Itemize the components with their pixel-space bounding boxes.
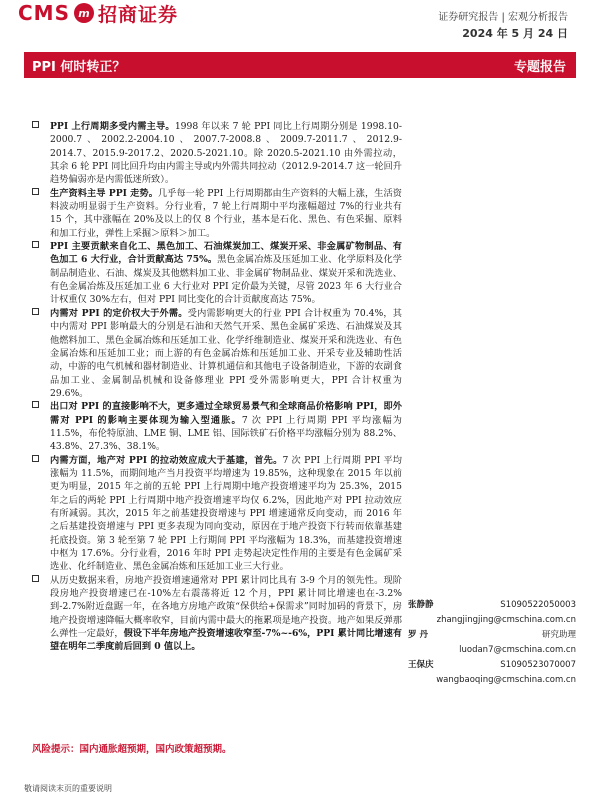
risk-warning: 风险提示：国内通胀超预期，国内政策超预期。 bbox=[32, 744, 232, 755]
bullet-icon bbox=[32, 575, 39, 582]
paragraph: PPI 上行周期多受内需主导。1998 年以来 7 轮 PPI 同比上行周期分别是 1998.10-2000.7、2002.2-2004.10、2007.7-2008.8、2009.7-2011.7、2012.9-2014.7、2015.9-2017.2、2020.5-2021.10。除 2020.5-2021.10 由外需拉动，其余 6 轮 PPI 同比回升均由内需主导或内外需共同拉动（2012.9-2014.7 这一轮回升趋势偏弱亦是内需低迷所致）。 bbox=[32, 120, 402, 187]
paragraph: 从历史数据来看，房地产投资增速通常对 PPI 累计同比具有 3-9 个月的领先性。现阶段房地产投资增速已在-10%左右震荡将近 12 个月，PPI 累计同比增速也在-3.2%到-2.7%附近盘踞一年，在各地方房地产政策“保供给+保需求”同时加码的背景下，房地产投资增速降幅大概率收窄，目前内需中最大的拖累项是地产投资。地产如果反弹那么弹性一定最好，假设下半年房地产投资增速收窄至-7%~-6%，PPI 累计同比增速有望在明年二季度前后回到 0 值以上。 bbox=[32, 574, 402, 654]
logo-cms-text: CMS bbox=[18, 1, 70, 25]
footer-disclaimer: 敬请阅读末页的重要说明 bbox=[24, 784, 112, 793]
logo-cn-text: 招商证券 bbox=[97, 3, 178, 26]
logo-badge-icon: m bbox=[74, 3, 94, 23]
bullet-icon bbox=[32, 308, 39, 315]
main-body bbox=[32, 120, 402, 654]
paragraph: PPI 主要贡献来自化工、黑色加工、石油煤炭加工、煤炭开采、非金属矿物制品、有色加工 6 大行业，合计贡献高达 75%。黑色金属冶炼及压延加工业、化学原料及化学制品制造业、石油、煤炭及其他燃料加工业、非金属矿物制品业、煤炭开采和洗选业、有色金属冶炼及压延加工业 6 大行业对 PPI 定价最为关键，尽管 2023 年 6 大行业合计权重仅 30%左右，但对 PPI 同比变化的合计贡献度高达 75%。 bbox=[32, 240, 402, 307]
paragraph: 出口对 PPI 的直接影响不大，更多通过全球贸易景气和全球商品价格影响 PPI，即外需对 PPI 的影响主要体现为输入型通胀。7 次 PPI 上行周期 PPI 平均涨幅为 11.5%，布伦特原油、LME 铜、LME 铝、国际铁矿石价格平均涨幅分别为 88.2%、43.8%、27.3%、38.1%。 bbox=[32, 400, 402, 453]
paragraph: 内需方面，地产对 PPI 的拉动效应成大于基建，首先。7 次 PPI 上行周期 PPI 平均涨幅为 11.5%，而期间地产当月投资平均增速为 19.85%，这种现象在 2015 年以前更为明显，2015 年之前的五轮 PPI 上行周期中地产投资增速平均为 25.3%，2015 年之后的两轮 PPI 上行周期中地产投资增速平均仅 6.2%，因此地产对 PPI 拉动效应有所减弱。其次，2015 年之前基建投资增速与 PPI 增速通常反向变动，而 2016 年之后基建投资增速与 PPI 更多表现为同向变动，原因在于地产投资下行转而依靠基建托底投资。第 3 轮至第 7 轮 PPI 上行期间 PPI 平均涨幅为 18.3%，而基建投资增速中枢为 17.6%。分行业看，2016 年时 PPI 走势起决定性作用的主要是有色金属矿采选业、化纤制造业、黑色金属冶炼和压延加工业三大行业。 bbox=[32, 454, 402, 574]
analyst-row: 罗 丹 研究助理 bbox=[408, 630, 576, 640]
company-logo bbox=[18, 0, 178, 26]
title-banner bbox=[24, 52, 576, 78]
paragraph: 内需对 PPI 的定价权大于外需。受内需影响更大的行业 PPI 合计权重为 70.4%，其中内需对 PPI 影响最大的分别是石油和天然气开采、黑色金属矿采选、石油煤炭及其他燃料加工、黑色金属冶炼和压延加工业、化学纤维制造业、煤炭开采和洗选业、有色金属冶炼和压延加工业；而上游的有色金属冶炼和压延加工业、开采专业及辅助性活动，中游的电气机械和器材制造业、计算机通信和其他电子设备制造业，下游的农副食品加工业、金属制品机械和设备修理业 PPI 受外需影响更大，PPI 合计权重为 29.6%。 bbox=[32, 307, 402, 400]
paragraph: 生产资料主导 PPI 走势。几乎每一轮 PPI 上行周期都由生产资料的大幅上涨，生活资料波动明显弱于生产资料。分行业看，7 轮上行周期中平均涨幅超过 7%的行业共有 15 个，其中涨幅在 20%及以上的仅 8 个行业，基本是石化、黑色、有色采掘、原料和加工行业，弹性上采掘＞原料＞加工。 bbox=[32, 187, 402, 240]
bullet-icon bbox=[32, 241, 39, 248]
doc-type: 证券研究报告 | 宏观分析报告 bbox=[438, 12, 568, 23]
analyst-email[interactable]: wangbaoqing@cmschina.com.cn bbox=[436, 675, 576, 685]
bullet-icon bbox=[32, 401, 39, 408]
bullet-icon bbox=[32, 121, 39, 128]
report-tag: 专题报告 bbox=[513, 60, 566, 75]
report-date: 2024 年 5 月 24 日 bbox=[462, 27, 568, 40]
analyst-email[interactable]: luodan7@cmschina.com.cn bbox=[459, 645, 576, 655]
report-title: PPI 何时转正？ bbox=[32, 60, 126, 75]
analyst-email[interactable]: zhangjingjing@cmschina.com.cn bbox=[436, 615, 576, 625]
header-meta bbox=[438, 10, 568, 42]
bullet-icon bbox=[32, 455, 39, 462]
bullet-icon bbox=[32, 188, 39, 195]
analyst-panel bbox=[408, 598, 576, 688]
analyst-row: 张静静 S1090522050003 bbox=[408, 600, 576, 610]
analyst-row: 王保庆 S1090523070007 bbox=[408, 660, 576, 670]
